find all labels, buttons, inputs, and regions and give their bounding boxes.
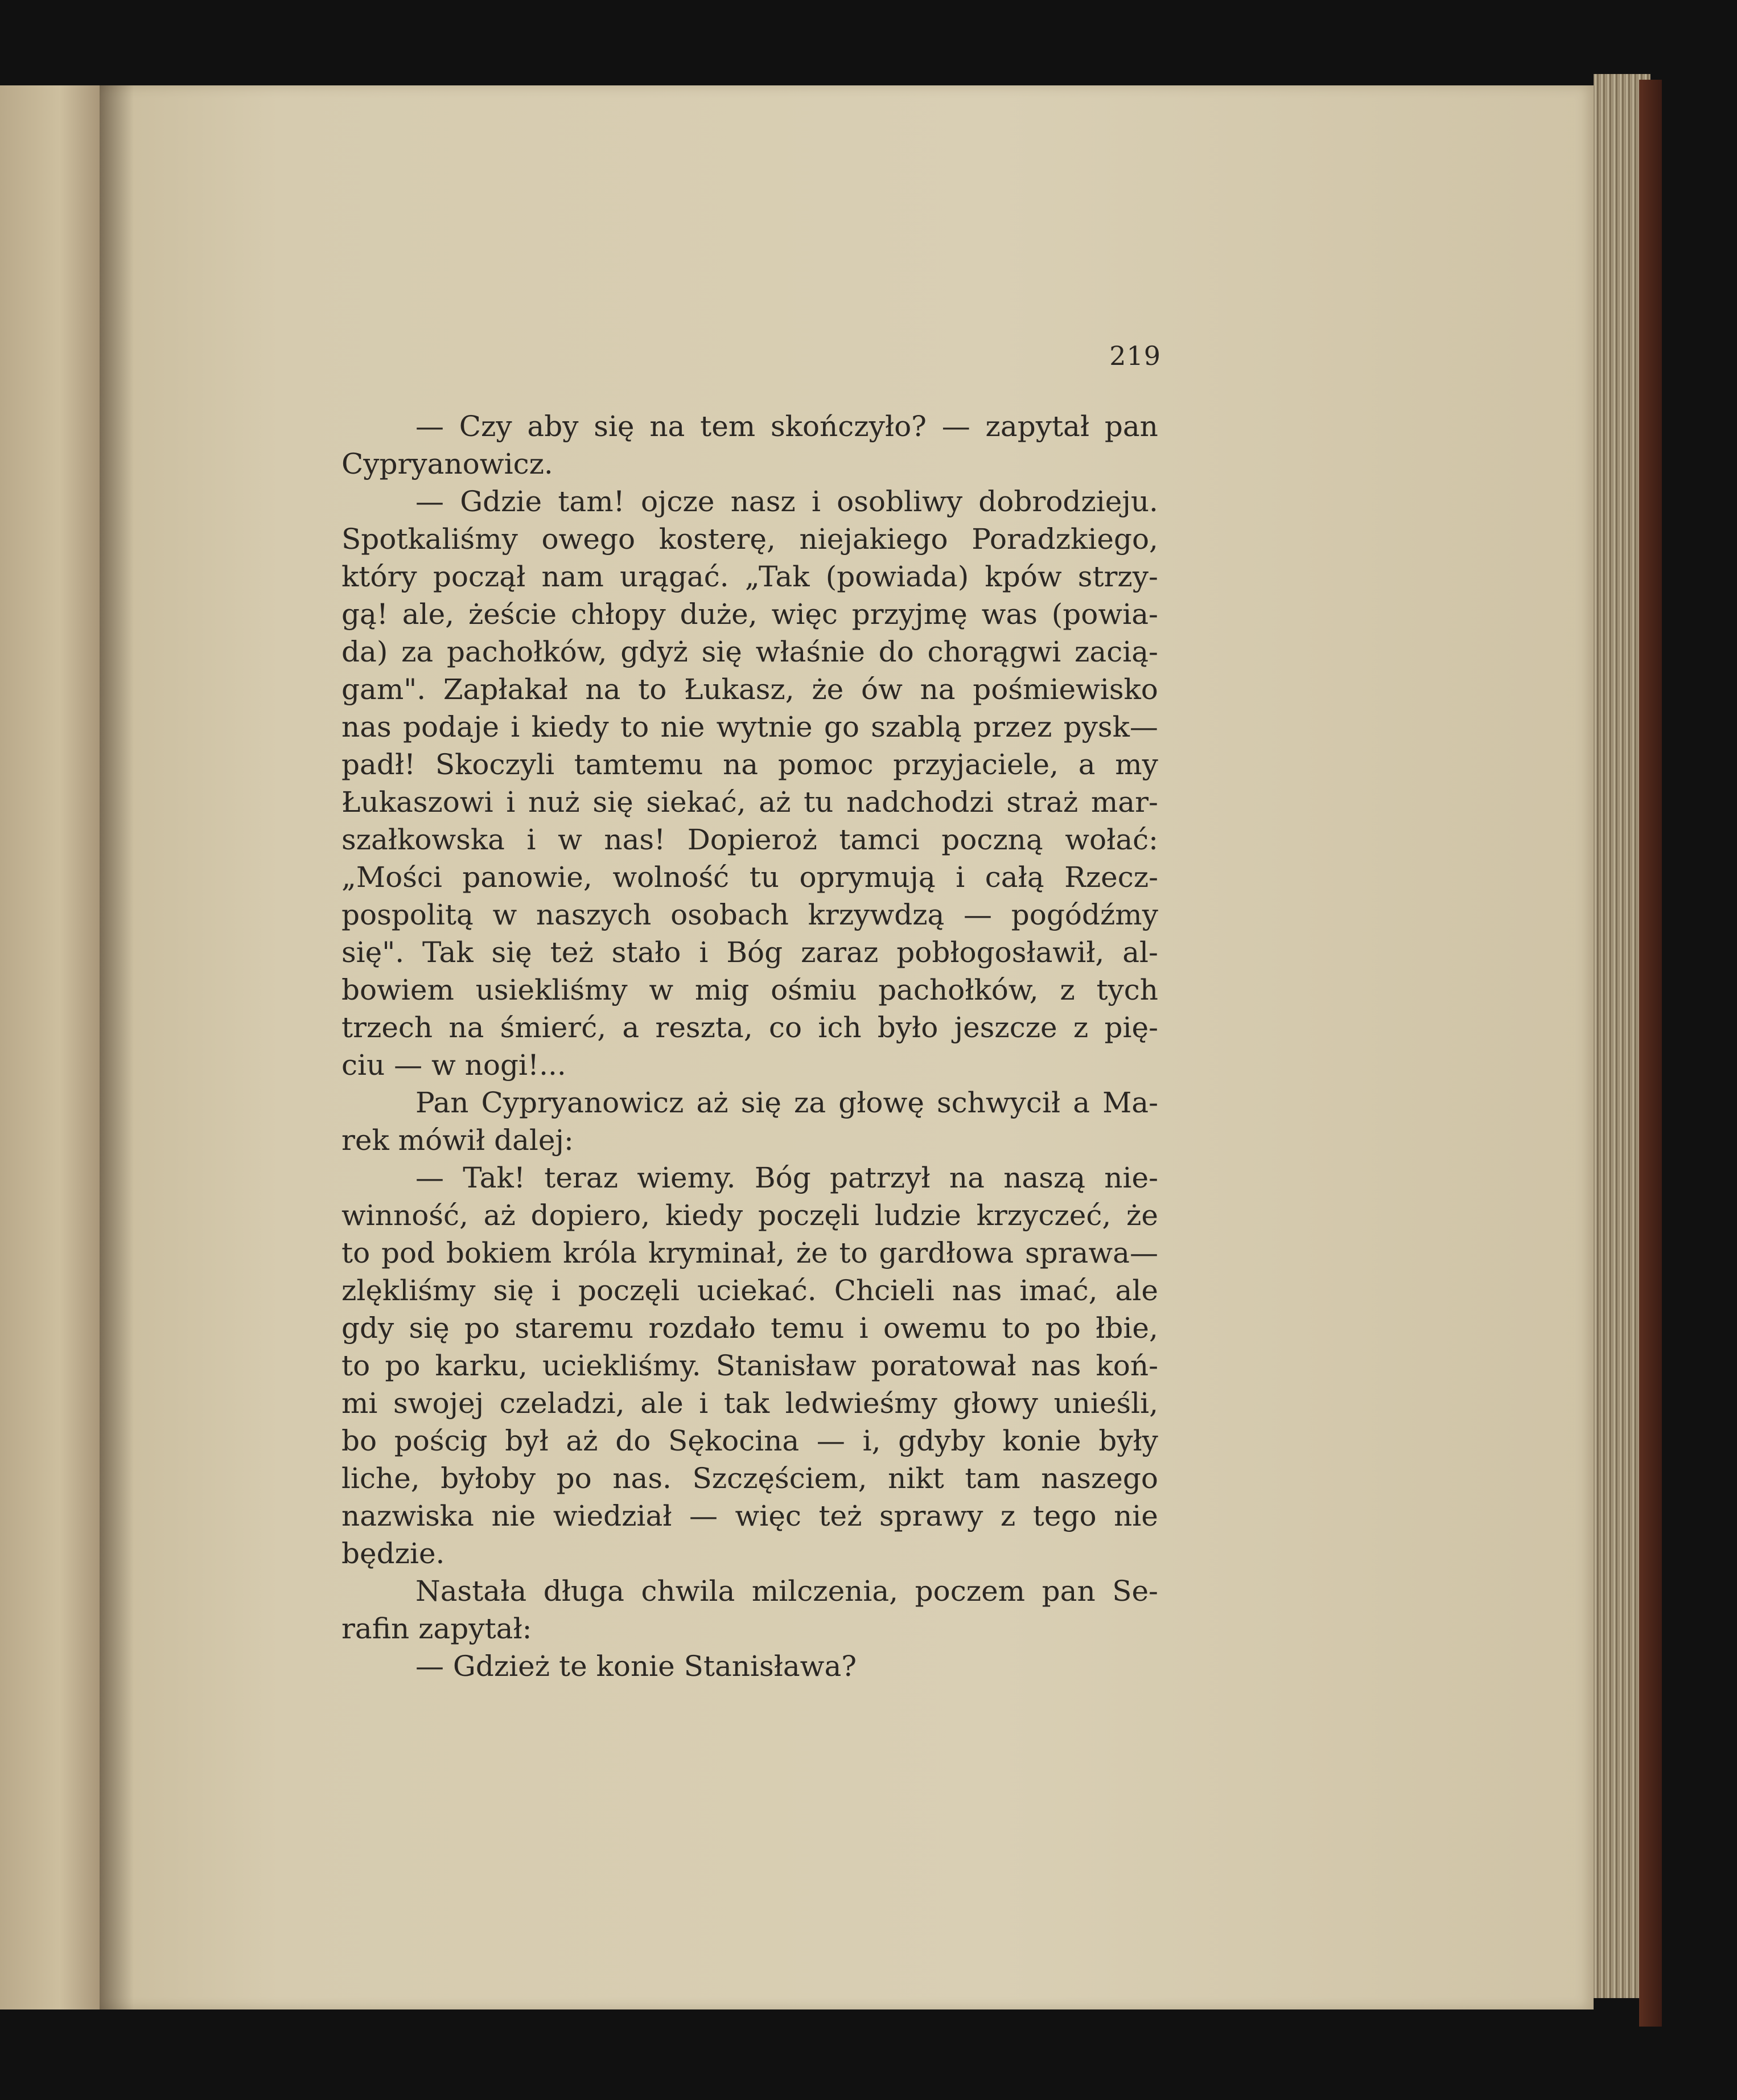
text-line: trzech na śmierć, a reszta, co ich było jeszcze z pię- xyxy=(341,1011,1158,1044)
text-line: da) za pachołków, gdyż się właśnie do chorągwi zacią- xyxy=(341,635,1158,668)
text-line: Nastała długa chwila milczenia, poczem pan Se- xyxy=(415,1575,1158,1608)
text-line: nazwiska nie wiedział — więc też sprawy z tego nie xyxy=(341,1499,1158,1532)
text-line: ciu — w nogi!... xyxy=(341,1049,566,1082)
text-line: pospolitą w naszych osobach krzywdzą — pogódźmy xyxy=(341,898,1158,931)
text-line: się". Tak się też stało i Bóg zaraz pobłogosławił, al- xyxy=(341,936,1158,969)
text-line: to po karku, uciekliśmy. Stanisław poratował nas koń- xyxy=(341,1349,1158,1382)
text-line: zlękliśmy się i poczęli uciekać. Chcieli nas imać, ale xyxy=(341,1274,1158,1307)
text-line: Pan Cypryanowicz aż się za głowę schwycił a Ma- xyxy=(415,1086,1158,1119)
text-line: Spotkaliśmy owego kosterę, niejakiego Poradzkiego, xyxy=(341,523,1158,556)
text-line: bowiem usiekliśmy w mig ośmiu pachołków, z tych xyxy=(341,973,1158,1006)
text-line: bo pościg był aż do Sękocina — i, gdyby konie były xyxy=(341,1424,1158,1457)
text-line: mi swojej czeladzi, ale i tak ledwieśmy głowy unieśli, xyxy=(341,1387,1158,1420)
text-line: szałkowska i w nas! Dopieroż tamci poczną wołać: xyxy=(341,823,1158,856)
text-line: — Gdzież te konie Stanisława? xyxy=(415,1650,857,1683)
text-line: to pod bokiem króla kryminał, że to gardłowa sprawa— xyxy=(341,1236,1158,1269)
text-line: gą! ale, żeście chłopy duże, więc przyjmę was (powia- xyxy=(341,598,1158,631)
left-page-edge xyxy=(0,85,103,2009)
book-cover-edge xyxy=(1639,80,1662,2027)
text-line: — Gdzie tam! ojcze nasz i osobliwy dobrodzieju. xyxy=(415,485,1158,518)
page-number: 219 xyxy=(1109,340,1161,371)
text-line: padł! Skoczyli tamtemu na pomoc przyjaciele, a my xyxy=(341,748,1158,781)
book-gutter xyxy=(100,85,134,2009)
text-line: — Tak! teraz wiemy. Bóg patrzył na naszą nie- xyxy=(415,1161,1158,1194)
text-line: winność, aż dopiero, kiedy poczęli ludzie krzyczeć, że xyxy=(341,1199,1158,1232)
page-text xyxy=(341,408,1158,1685)
text-line: liche, byłoby po nas. Szczęściem, nikt tam naszego xyxy=(341,1462,1158,1495)
text-line: rek mówił dalej: xyxy=(341,1124,574,1157)
text-line: który począł nam urągać. „Tak (powiada) kpów strzy- xyxy=(341,560,1158,593)
text-line: gdy się po staremu rozdało temu i owemu to po łbie, xyxy=(341,1312,1158,1345)
text-line: Łukaszowi i nuż się siekać, aż tu nadchodzi straż mar- xyxy=(341,786,1158,819)
text-line: rafin zapytał: xyxy=(341,1612,532,1645)
text-line: będzie. xyxy=(341,1537,445,1570)
text-line: — Czy aby się na tem skończyło? — zapytał pan xyxy=(415,410,1158,443)
text-line: gam". Zapłakał na to Łukasz, że ów na pośmiewisko xyxy=(341,673,1158,706)
text-line: nas podaje i kiedy to nie wytnie go szablą przez pysk— xyxy=(341,710,1158,743)
text-line: „Mości panowie, wolność tu oprymują i całą Rzecz- xyxy=(341,861,1158,894)
text-line: Cypryanowicz. xyxy=(341,447,553,480)
